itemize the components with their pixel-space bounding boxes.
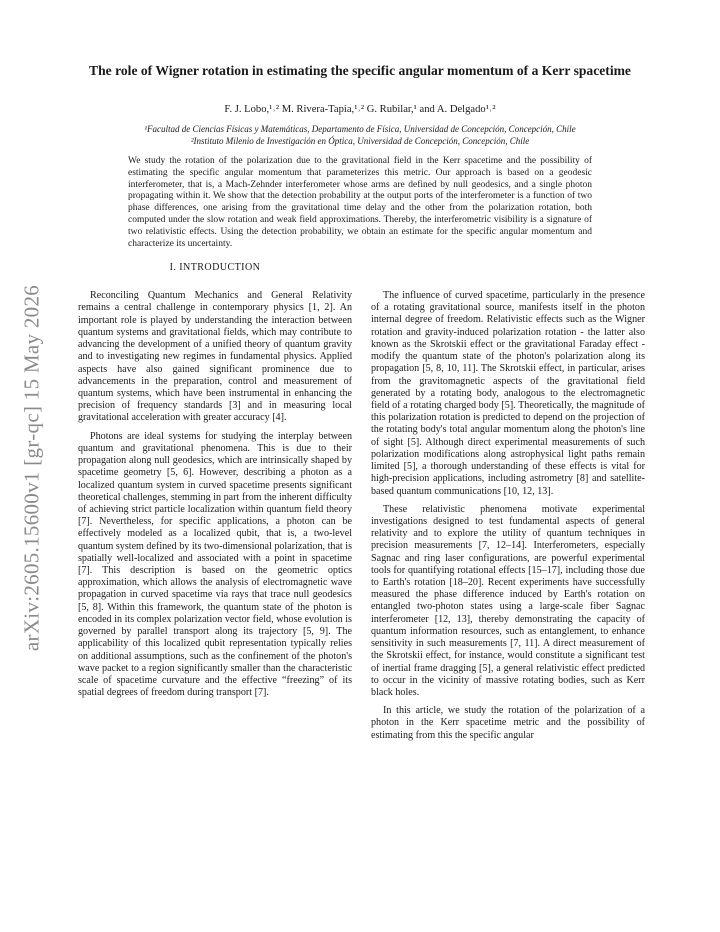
- paragraph: These relativistic phenomena motivate experimental investigations designed to test fundamental aspects of general relativity and to explore the utility of quantum techniques in precision measurements [7, 12–14]. Interferometers, especially Sagnac and ring laser configurations, are powerful experimental tools for quantifying rotational effects [15–17], including those due to Earth's rotation [18–20]. Recent experiments have successfully measured the phase difference induced by Earth's rotation on entangled two-photon states using a large-scale fiber Sagnac interferometer [12, 13], thereby demonstrating the capacity of quantum information resources, such as entanglement, to enhance sensitivity in such measurements [7, 11]. A direct measurement of the Skrotskii effect, for instance, would constitute a significant test of inertial frame dragging [5], a general relativistic effect predicted to occur in the vicinity of massive rotating bodies, such as Kerr black holes.: [371, 503, 645, 698]
- right-column: [371, 290, 645, 748]
- arxiv-identifier: [8, 258, 56, 678]
- paragraph: The influence of curved spacetime, particularly in the presence of a rotating gravitational source, manifests itself in the photon internal degree of freedom. Relativistic effects such as the Wigner rotation and gravity-induced polarization rotation - the latter also known as the Skrotskii effect or the gravitational Faraday effect - modify the quantum state of the photon's polarization along its propagation [5, 8, 10, 11]. The Skrotskii effect, in particular, arises from the gravitomagnetic aspects of the gravitational field generated by a rotating body, analogous to the electromagnetic field of a rotating charged body [5]. Theoretically, the magnitude of this polarization rotation is predicted to depend on the projection of the rotating body's total angular momentum along the photon's line of sight [5]. Although direct experimental measurements of such polarization modifications along astrophysical light paths remain limited [5], a thorough understanding of these effects is vital for high-precision applications, including astrometry [8] and satellite-based quantum communications [10, 12, 13].: [371, 290, 645, 497]
- left-column: [78, 262, 352, 705]
- abstract: We study the rotation of the polarization due to the gravitational field in the Kerr spacetime and the possibility of estimating the specific angular momentum that parameterizes this metric. Our approach is based on a geodesic interferometer, that is, a Mach-Zehnder interferometer whose arms are defined by null geodesics, and a single photon propagating within it. We show that the detection probability at the output ports of the interferometer is a function of two phase differences, one arising from the gravitational time delay and the other from the polarization rotation, both computed under the slow rotation and weak field approximations. Thereby, the interferometric visibility is a signature of two relativistic effects. Using the detection probability, we obtain an estimate for the specific angular momentum and characterize its uncertainty.: [128, 156, 592, 249]
- arxiv-identifier-text: arXiv:2605.15600v1 [gr-qc] 15 May 2026: [19, 284, 44, 652]
- paper-title: The role of Wigner rotation in estimating the specific angular momentum of a Kerr spacetime: [89, 63, 631, 78]
- affiliation-1: ¹Facultad de Ciencias Físicas y Matemáticas, Departamento de Física, Universidad de Concepción, Concepción, Chile: [144, 124, 576, 134]
- section-heading: I. INTRODUCTION: [169, 262, 261, 273]
- affiliation-2: ²Instituto Milenio de Investigación en Óptica, Universidad de Concepción, Concepción, Chile: [190, 136, 530, 146]
- paragraph: Reconciling Quantum Mechanics and General Relativity remains a central challenge in contemporary physics [1, 2]. An important role is played by understanding the interaction between quantum systems and gravitational fields, which may contribute to advancing the development of a unified theory of quantum gravity and to investigating new regimes in fundamental physics. Applied aspects have also gained significant prominence due to advancements in the preparation, control and measurement of quantum systems, which have been instrumental in enhancing the precision of frequency standards [3] and in measuring local gravitational acceleration with greater accuracy [4].: [78, 290, 352, 424]
- paragraph: In this article, we study the rotation of the polarization of a photon in the Kerr spacetime metric and the possibility of estimating from this the specific angular: [371, 705, 645, 741]
- author-list: F. J. Lobo,¹˒² M. Rivera-Tapia,¹˒² G. Rubilar,¹ and A. Delgado¹˒²: [224, 104, 496, 115]
- paragraph: Photons are ideal systems for studying the interplay between quantum and gravitational phenomena. This is due to their propagation along null geodesics, which are intrinsically shaped by spacetime geometry [5, 6]. However, describing a photon as a localized quantum system in curved spacetime presents significant theoretical challenges, stemming in part from the inherent difficulty of achieving strict particle localization within quantum field theory [7]. Nevertheless, for specific applications, a photon can be effectively modeled as a localized qubit, that is, a two-level quantum system defined by its two-dimensional polarization, that is spatially well-localized and associated with a point in spacetime [7]. This description is based on the geometric optics approximation, which allows the analysis of electromagnetic wave propagation in curved spacetime via rays that trace null geodesics [5, 8]. Within this framework, the quantum state of the photon is encoded in its complex polarization vector field, whose evolution is governed by parallel transport along its trajectory [5, 9]. The applicability of this localized qubit representation typically relies on additional assumptions, such as the confinement of the photon's wave packet to a region significantly smaller than the characteristic scale of spacetime curvature and the effective “freezing” of its spatial degrees of freedom during transport [7].: [78, 430, 352, 699]
